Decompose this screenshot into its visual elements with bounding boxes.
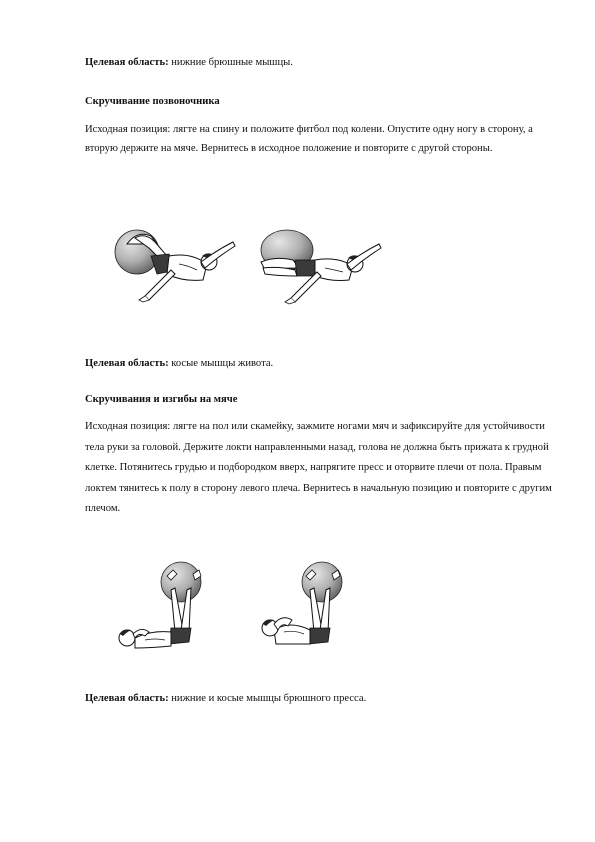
ball-crunch-illustration-start <box>119 562 201 648</box>
ball-crunch-illustration-end <box>262 562 342 644</box>
target-area-line-2 <box>85 357 273 371</box>
exercise-description-ball-crunch: Исходная позиция: лягте на пол или скамейку, зажмите ногами мяч и зафиксируйте для устойчивости тела руки за головой. Держите локти направленными назад, голова не должна быть прижата к грудной клетке. Потянитесь грудью и подбородком вверх, напрягите пресс и оторвите плечи от пола. Правым локтем тянитесь к полу в сторону левого плеча. Вернитесь в начальную позицию и повторите с другим плечом. <box>85 421 552 515</box>
spinal-twist-illustration-end <box>261 230 381 304</box>
target-area-text: косые мышцы живота. <box>168 358 274 369</box>
target-area-line-3 <box>85 692 366 706</box>
target-area-label: Целевая область: <box>85 693 169 704</box>
exercise-title-ball-crunch: Скручивания и изгибы на мяче <box>85 394 238 405</box>
target-area-label: Целевая область: <box>85 57 169 68</box>
exercise-title-spinal-twist: Скручивание позвоночника <box>85 96 220 107</box>
exercise-description-spinal-twist: Исходная позиция: лягте на спину и положите фитбол под колени. Опустите одну ногу в сторону, а вторую держите на мяче. Вернитесь в исходное положение и повторите с другой стороны. <box>85 124 533 154</box>
ball-crunch-illustration <box>115 560 355 660</box>
spinal-twist-illustration-start <box>115 230 235 302</box>
target-area-line-1 <box>85 56 293 70</box>
target-area-text: нижние брюшные мышцы. <box>168 57 293 68</box>
target-area-label: Целевая область: <box>85 358 169 369</box>
target-area-text: нижние и косые мышцы брюшного пресса. <box>168 693 367 704</box>
spinal-twist-illustration <box>105 222 395 314</box>
